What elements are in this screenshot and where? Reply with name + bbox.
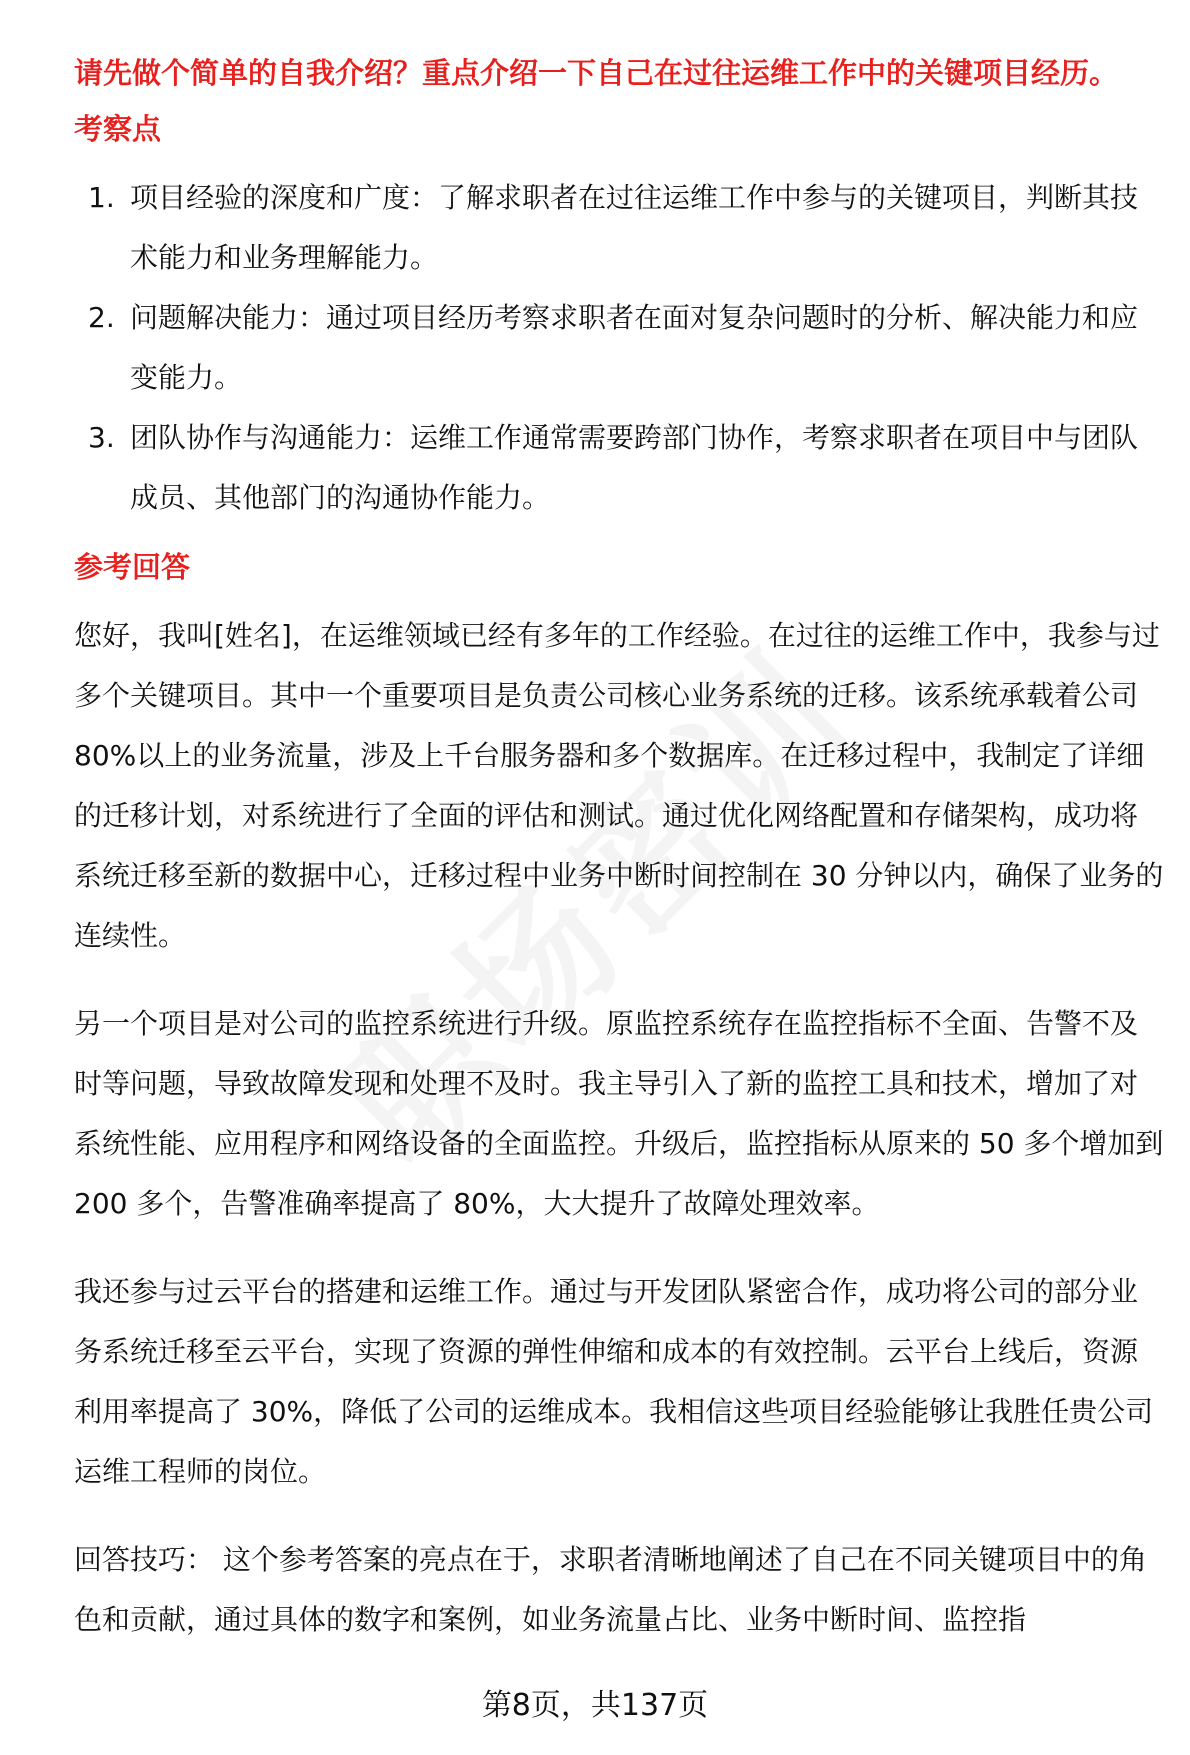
question-heading: 请先做个简单的自我介绍？重点介绍一下自己在过往运维工作中的关键项目经历。 — [74, 56, 1119, 90]
assessment-title: 考察点 — [74, 112, 162, 146]
point-number: 2. — [88, 301, 115, 334]
answer-tips-paragraph: 回答技巧： 这个参考答案的亮点在于，求职者清晰地阐述了自己在不同关键项目中的角色和贡献，通过具体的数字和案例，如业务流量占比、业务中断时间、监控指 — [74, 1543, 1147, 1636]
assessment-points — [74, 168, 1164, 528]
answer-paragraph: 您好，我叫[姓名]，在运维领域已经有多年的工作经验。在过往的运维工作中，我参与过多个关键项目。其中一个重要项目是负责公司核心业务系统的迁移。该系统承载着公司 80%以上的业务流量，涉及上千台服务器和多个数据库。在迁移过程中，我制定了详细的迁移计划，对系统进行了全面的评估和测试。通过优化网络配置和存储架构，成功将系统迁移至新的数据中心，迁移过程中业务中断时间控制在 30 分钟以内，确保了业务的连续性。 — [74, 619, 1164, 952]
answer-title: 参考回答 — [74, 550, 191, 584]
point-text: 项目经验的深度和广度：了解求职者在过往运维工作中参与的关键项目，判断其技术能力和业务理解能力。 — [130, 181, 1139, 274]
answer-paragraph: 另一个项目是对公司的监控系统进行升级。原监控系统存在监控指标不全面、告警不及时等问题，导致故障发现和处理不及时。我主导引入了新的监控工具和技术，增加了对系统性能、应用程序和网络设备的全面监控。升级后，监控指标从原来的 50 多个增加到 200 多个，告警准确率提高了 80%，大大提升了故障处理效率。 — [74, 1007, 1164, 1220]
point-number: 3. — [88, 421, 115, 454]
assessment-point — [74, 288, 1164, 408]
point-text: 团队协作与沟通能力：运维工作通常需要跨部门协作，考察求职者在项目中与团队成员、其他部门的沟通协作能力。 — [130, 421, 1139, 514]
point-text: 问题解决能力：通过项目经历考察求职者在面对复杂问题时的分析、解决能力和应变能力。 — [130, 301, 1139, 394]
assessment-point — [74, 168, 1164, 288]
content — [74, 52, 1164, 1650]
answer-paragraph: 我还参与过云平台的搭建和运维工作。通过与开发团队紧密合作，成功将公司的部分业务系统迁移至云平台，实现了资源的弹性伸缩和成本的有效控制。云平台上线后，资源利用率提高了 30%，降低了公司的运维成本。我相信这些项目经验能够让我胜任贵公司运维工程师的岗位。 — [74, 1275, 1154, 1488]
page-footer: 第8页，共137页 — [481, 1688, 709, 1723]
assessment-point — [74, 408, 1164, 528]
point-number: 1. — [88, 181, 115, 214]
